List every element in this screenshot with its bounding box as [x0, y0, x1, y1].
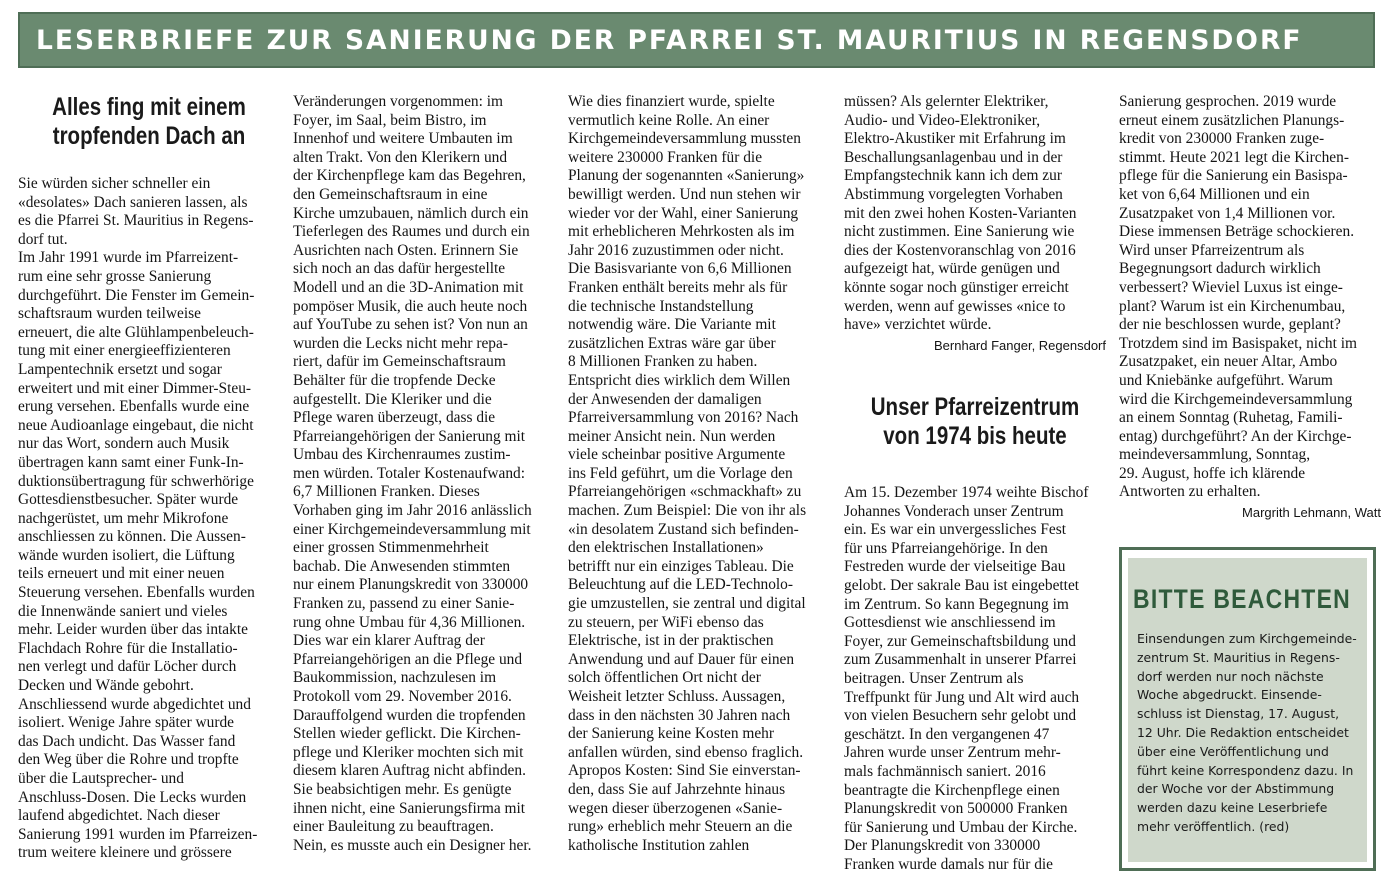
article1-body-3: Wie dies finanziert wurde, spielte vermutlich keine Rolle. An einer Kirchgemeindeversammlung mussten weitere 230000 Franken für die Planung der sogenannten «Sanierung» bewilligt werden. Und nun stehen wir wieder vor der Wahl, einer Sanierung mit erheblicheren Mehrkosten als im Jahr 2016 zuzustimmen oder nicht. Die Basisvariante von 6,6 Millionen Franken enthält bereits mehr als für die technische Instandstellung notwendig wäre. Die Variante mit zusätzlichen Extras wäre gar über 8 Millionen Franken zu haben. Entspricht dies wirklich dem Willen der Anwesenden der damaligen Pfarreiversammlung von 2016? Nach meiner Ansicht nein. Nun werden viele scheinbar positive Argumente ins Feld geführt, um die Vorlage den Pfarreiangehörigen «schmackhaft» zu machen. Zum Beispiel: Die von ihr als «in desolatem Zustand sich befinden- den elektrischen Installationen» betrifft nur ein einziges Tableau. Die Beleuchtung auf die LED-Technolo- gie umzustellen, sie zentral und digital zu steuern, per WiFi ebenso das Elektrische, ist in der praktischen Anwendung und auf Dauer für einen solch öffentlichen Ort nicht der Weisheit letzter Schluss. Aussagen, dass in den nächsten 30 Jahren nach der Sanierung keine Kosten mehr anfallen würden, sind ebenso fraglich. Apropos Kosten: Sind Sie einverstan- den, dass Sie auf Jahrzehnte hinaus wegen dieser überzogenen «Sanie- rung» erheblich mehr Steuern an die katholische Institution zahlen	[568, 93, 807, 854]
article1-author: Bernhard Fanger, Regensdorf	[934, 337, 1106, 353]
article2-body-1: Am 15. Dezember 1974 weihte Bischof Johannes Vonderach unser Zentrum ein. Es war ein unvergessliches Fest für uns Pfarreiangehörige. In den Festreden wurde der vielseitige Bau gelobt. Der sakrale Bau ist eingebettet im Zentrum. So kann Begegnung im Gottesdienst wie anschliessend im Foyer, zur Gemeinschaftsbildung und zum Zusammenhalt in unserer Pfarrei beitragen. Unser Zentrum als Treffpunkt für Jung und Alt wird auch von vielen Besuchern sehr gelobt und geschätzt. In den vergangenen 47 Jahren wurde unser Zentrum mehr- mals fachmännisch saniert. 2016 beantragte die Kirchenpflege einen Planungskredit von 500000 Franken für Sanierung und Umbau der Kirche. Der Planungskredit von 330000 Franken wurde damals nur für die	[844, 484, 1089, 873]
notice-box	[1119, 547, 1376, 871]
notice-text: Einsendungen zum Kirchgemeinde- zentrum St. Mauritius in Regens- dorf werden nur noch nächste Woche abgedruckt. Einsende- schluss ist Dienstag, 17. August, 12 Uhr. Die Redaktion entscheidet über eine Veröffentlichung und führt keine Korrespondenz dazu. In der Woche vor der Abstimmung werden dazu keine Leserbriefe mehr veröffentlich. (red)	[1137, 631, 1357, 834]
article1-body-4: müssen? Als gelernter Elektriker, Audio- und Video-Elektroniker, Elektro-Akustiker mit Erfahrung im Beschallungsanlagenbau und in der Empfangstechnik kann ich dem zur Abstimmung vorgelegten Vorhaben mit den zwei hohen Kosten-Varianten nicht zustimmen. Eine Sanierung wie dies der Kostenvoranschlag von 2016 aufgezeigt hat, würde genügen und könnte sogar noch günstiger erreicht werden, wenn auf gewisses «nice to have» verzichtet würde.	[844, 93, 1077, 334]
article2-body-2: Sanierung gesprochen. 2019 wurde erneut einem zusätzlichen Planungs- kredit von 230000 Franken zuge- stimmt. Heute 2021 legt die Kirchen- pflege für die Sanierung ein Basispa- ket von 6,64 Millionen und ein Zusatzpaket von 1,4 Millionen vor. Diese immensen Beträge schockieren. Wird unser Pfarreizentrum als Begegnungsort dadurch wirklich verbessert? Wieviel Luxus ist einge- plant? Warum ist ein Kirchenumbau, der nie beschlossen wurde, geplant? Trotzdem sind im Basispaket, nicht im Zusatzpaket, ein neuer Altar, Ambo und Kniebänke aufgeführt. Warum wird die Kirchgemeindeversammlung an einem Sonntag (Ruhetag, Famili- entag) durchgeführt? An der Kirchge- meindeversammlung, Sonntag, 29. August, hoffe ich klärende Antworten zu erhalten.	[1119, 93, 1357, 501]
article1-column-4	[844, 93, 1106, 354]
article2-author: Margrith Lehmann, Watt	[1242, 505, 1381, 521]
notice-title: BITTE BEACHTEN	[1133, 584, 1352, 614]
page-banner	[18, 12, 1375, 68]
article1-column-3	[568, 93, 830, 855]
article1-body-1: Sie würden sicher schneller ein «desolates» Dach sanieren lassen, als es die Pfarrei St. Mauritius in Regens- dorf tut. Im Jahr 1991 wurde im Pfarreizent- rum eine sehr grosse Sanierung durchgeführt. Die Fenster im Gemein- schaftsraum wurden teilweise erneuert, die alte Glühlampenbeleuch- tung mit einer energieeffizienteren Lampentechnik ersetzt und sogar erweitert und mit einer Dimmer-Steu- erung versehen. Ebenfalls wurde eine neue Audioanlage eingebaut, die nicht nur das Wort, sondern auch Musik übertragen kann samt einer Funk-In- duktionsübertragung für schwerhörige Gottesdienstbesucher. Später wurde nachgerüstet, um mehr Mikrofone anschliessen zu können. Die Aussen- wände wurden isoliert, die Lüftung teils erneuert und mit einer neuen Steuerung versehen. Ebenfalls wurden die Innenwände saniert und vieles mehr. Leider wurden über das intakte Flachdach Rohre für die Installatio- nen verlegt und dafür Löcher durch Decken und Wände gebohrt. Anschliessend wurde abgedichtet und isoliert. Wenige Jahre später wurde das Dach undicht. Das Wasser fand den Weg über die Rohre und tropfte über die Lautsprecher- und Anschluss-Dosen. Die Lecks wurden laufend abgedichtet. Nach dieser Sanierung 1991 wurden im Pfarreizen- trum weitere kleinere und grössere	[18, 175, 258, 862]
article2-heading: Unser Pfarreizentrum von 1974 bis heute	[870, 393, 1080, 450]
banner-title: LESERBRIEFE ZUR SANIERUNG DER PFARREI ST. MAURITIUS IN REGENSDORF	[36, 24, 1303, 56]
article1-body-2: Veränderungen vorgenommen: im Foyer, im Saal, beim Bistro, im Innenhof und weitere Umbauten im alten Trakt. Von den Klerikern und der Kirchenpflege kam das Begehren, den Gemeinschaftsraum in eine Kirche umzubauen, nämlich durch ein Tieferlegen des Raumes und durch ein Ausrichten nach Osten. Erinnern Sie sich noch an das dafür hergestellte Modell und an die 3D-Animation mit pompöser Musik, die auch heute noch auf YouTube zu sehen ist? Von nun an wurden die Lecks nicht mehr repa- riert, dafür im Gemeinschaftsraum Behälter für die tropfende Decke aufgestellt. Die Kleriker und die Pflege waren überzeugt, dass die Pfarreiangehörigen der Sanierung mit Umbau des Kirchenraumes zustim- men würden. Totaler Kostenaufwand: 6,7 Millionen Franken. Dieses Vorhaben ging im Jahr 2016 anlässlich einer Kirchgemeindeversammlung mit einer grossen Stimmenmehrheit bachab. Die Anwesenden stimmten nur einem Planungskredit von 330000 Franken zu, passend zu einer Sanie- rung ohne Umbau für 4,36 Millionen. Dies war ein klarer Auftrag der Pfarreiangehörigen an die Pflege und Baukommission, nachzulesen im Protokoll vom 29. November 2016. Darauffolgend wurden die tropfenden Stellen wieder geflickt. Die Kirchen- pflege und Kleriker mochten sich mit diesem klaren Auftrag nicht abfinden. Sie beabsichtigen mehr. Es genügte ihnen nicht, eine Sanierungsfirma mit einer Bauleitung zu beauftragen. Nein, es musste auch ein Designer her.	[293, 93, 532, 854]
article1-heading: Alles fing mit einem tropfenden Dach an	[52, 93, 246, 150]
article2-column-4	[844, 393, 1106, 874]
article1-column-1	[18, 93, 280, 863]
article2-column-5	[1119, 93, 1381, 521]
article1-column-2	[293, 93, 555, 855]
